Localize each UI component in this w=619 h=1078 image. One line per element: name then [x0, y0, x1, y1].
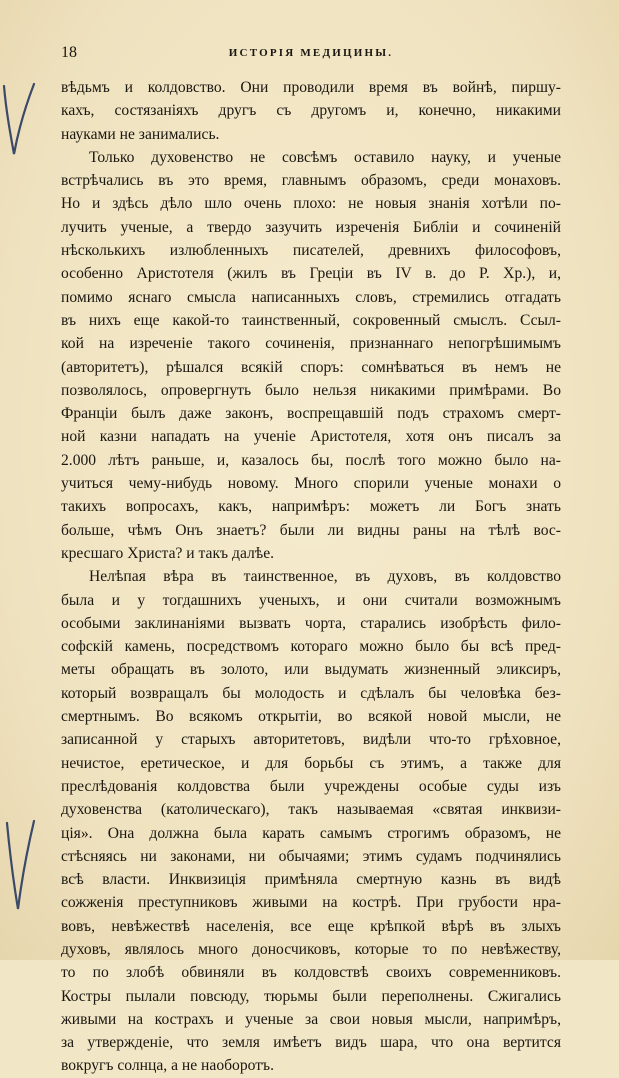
text-line: больше, чѣмъ Онъ знаетъ? были ли видны раны на тѣлѣ вос- — [61, 521, 561, 539]
text-line: живыми на кострахъ и ученые за свои новыя мысли, напримѣръ, — [61, 1010, 561, 1028]
text-line: который возвращалъ бы молодость и сдѣлалъ бы человѣка без- — [61, 684, 561, 702]
text-line: Но и здѣсь дѣло шло очень плохо: не новыя знанія хотѣли по- — [61, 195, 561, 213]
text-line: учиться чему-нибудь новому. Много спорили ученые монахи о — [61, 475, 561, 493]
text-line: духовъ, являлось много доносчиковъ, которые то по невѣжеству, — [61, 940, 561, 958]
text-line: записанной у старыхъ авторитетовъ, видѣли что-то грѣховное, — [61, 731, 561, 749]
text-line: въ нихъ еще какой-то таинственный, сокровенный смыслъ. Ссыл- — [61, 311, 561, 329]
body-text — [61, 76, 561, 1078]
text-line: всѣ власти. Инквизиція примѣняла смертную казнь въ видѣ — [61, 871, 561, 889]
text-line: ція». Она должна была карать самымъ строгимъ образомъ, не — [61, 824, 561, 842]
text-line: кой на изреченіе такого сочиненія, признаннаго непогрѣшимымъ — [61, 335, 561, 353]
text-line: сожженія преступниковъ живыми на кострѣ. При грубости нра- — [61, 894, 561, 912]
text-line: Нелѣпая вѣра въ таинственное, въ духовъ, въ колдовство — [89, 568, 561, 586]
page-number: 18 — [61, 44, 77, 61]
text-line: Только духовенство не совсѣмъ оставило науку, и ученые — [89, 148, 561, 166]
text-line: стѣсняясь ни законами, ни обычаями; этимъ судамъ подчинялись — [61, 847, 561, 865]
text-line: софскій камень, посредствомъ котораго можно было бы всѣ пред- — [61, 638, 561, 656]
text-line: 2.000 лѣтъ раньше, и, казалось бы, послѣ того можно было на- — [61, 451, 561, 469]
text-line: была и у тогдашнихъ ученыхъ, и они считали возможнымъ — [61, 591, 561, 609]
text-line: вокругъ солнца, а не наоборотъ. — [61, 1057, 275, 1075]
running-title: ИСТОРІЯ МЕДИЦИНЫ. — [228, 47, 394, 59]
text-line: Костры пылали повсюду, тюрьмы были переполнены. Сжигались — [61, 987, 561, 1005]
text-line: встрѣчались въ это время, главнымъ образомъ, среди монаховъ. — [61, 172, 561, 190]
text-line: помимо яснаго смысла написанныхъ словъ, стремились отгадать — [61, 288, 561, 306]
text-line: вѣдьмъ и колдовство. Они проводили время въ войнѣ, пиршу- — [61, 79, 561, 96]
text-line: меты обращать въ золото, или выдумать жизненный эликсиръ, — [61, 661, 561, 679]
text-line: за утвержденіе, что земля имѣетъ видъ шара, что она вертится — [61, 1034, 561, 1052]
text-line: нѣсколькихъ излюбленныхъ писателей, древнихъ философовъ, — [61, 242, 561, 260]
text-line: Франціи былъ даже законъ, воспрещавшій подъ страхомъ смерт- — [61, 405, 561, 423]
text-line: кахъ, состязаніяхъ другъ съ другомъ и, конечно, никакими — [61, 102, 561, 120]
text-line: науками не занимались. — [61, 125, 220, 143]
text-line: позволялось, опровергнуть было нельзя никакими примѣрами. Во — [61, 381, 561, 399]
text-line: смертнымъ. Во всякомъ открытіи, во всякой новой мысли, не — [61, 708, 561, 726]
text-line: такихъ вопросахъ, какъ, напримѣръ: можетъ ли Богъ знать — [61, 498, 561, 516]
pencil-checkmark-icon — [2, 815, 38, 915]
text-line: духовенства (католическаго), такъ называемая «святая инквизи- — [61, 801, 561, 819]
text-line: кресшаго Христа? и такъ далѣе. — [61, 544, 275, 562]
text-line: то по злобѣ обвиняли въ колдовствѣ своихъ современниковъ. — [61, 964, 561, 982]
page-header — [61, 44, 561, 64]
text-line: нечистое, еретическое, и для борьбы съ этимъ, а также для — [61, 754, 561, 772]
text-line: лучить ученые, а твердо зазучить изреченія Библіи и сочиненій — [61, 218, 561, 236]
text-line: (авторитетъ), рѣшался всякій споръ: сомнѣваться въ немъ не — [61, 358, 561, 376]
text-line: вовъ, невѣжествѣ населенія, все еще крѣпкой вѣрѣ въ злыхъ — [61, 917, 561, 935]
pencil-checkmark-icon — [0, 80, 38, 160]
text-line: особыми заклинаніями вызвать чорта, старались изобрѣсть фило- — [61, 614, 561, 632]
text-line: преслѣдованія колдовства были учреждены особые суды изъ — [61, 777, 561, 795]
text-line: особенно Аристотеля (жилъ въ Греціи въ IV в. до Р. Хр.), и, — [61, 265, 561, 283]
text-line: ной казни нападать на ученіе Аристотеля, хотя онъ писалъ за — [61, 428, 561, 446]
